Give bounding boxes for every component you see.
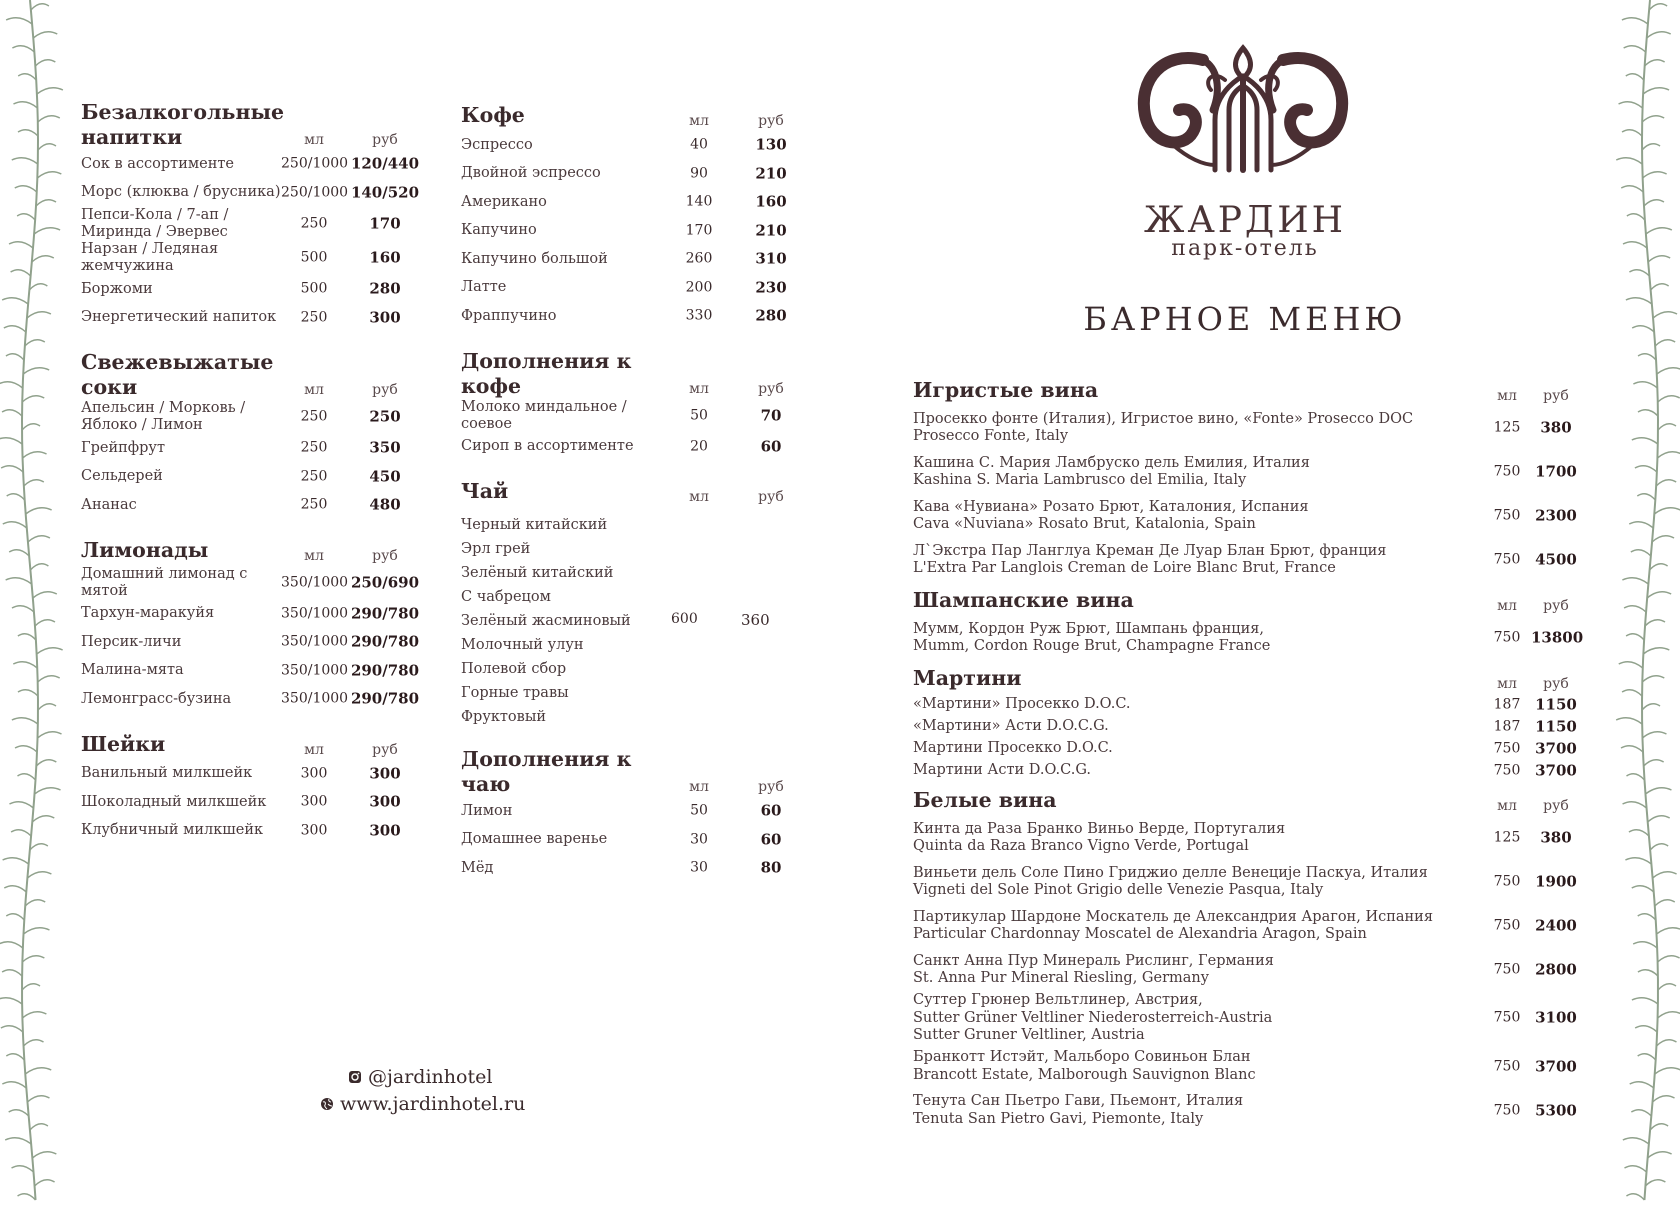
- item-volume: 187: [1493, 718, 1521, 735]
- menu-item: [461, 302, 801, 331]
- menu-item: [81, 150, 426, 179]
- item-price: 170: [369, 214, 401, 233]
- item-price: 300: [369, 764, 401, 783]
- item-volume: 750: [1493, 629, 1521, 646]
- volume-header: мл: [689, 113, 709, 129]
- item-volume: 260: [685, 250, 713, 267]
- website-link[interactable]: www.jardinhotel.ru: [340, 1092, 526, 1115]
- item-name: Мумм, Кордон Руж Брют, Шампань франция, Mumm, Cordon Rouge Brut, Champagne France: [913, 620, 1271, 654]
- item-volume: 170: [685, 222, 713, 239]
- menu-item: [913, 450, 1577, 494]
- menu-item: [461, 160, 801, 189]
- item-price: 3100: [1535, 1008, 1577, 1027]
- price-header: руб: [372, 382, 398, 398]
- item-volume: 250: [300, 408, 328, 425]
- item-name: Ванильный милкшейк: [81, 765, 253, 782]
- price-header: руб: [1543, 676, 1569, 692]
- item-price: 3700: [1535, 761, 1577, 780]
- item-price: 1150: [1535, 695, 1577, 714]
- menu-section: [913, 378, 1577, 582]
- section-title: Белые вина: [913, 788, 1057, 812]
- item-name: Энергетический напиток: [81, 309, 277, 326]
- item-volume: 250: [300, 496, 328, 513]
- menu-item: [81, 657, 426, 686]
- item-name: Домашний лимонад с мятой: [81, 565, 248, 599]
- tea-list: [461, 513, 801, 729]
- item-volume: 250: [300, 439, 328, 456]
- item-name: Клубничный милкшейк: [81, 822, 264, 839]
- menu-item: [461, 217, 801, 246]
- menu-column-coffee-tea: [461, 103, 801, 901]
- item-price: 210: [755, 164, 787, 183]
- item-price: 290/780: [350, 632, 420, 651]
- menu-item: [81, 179, 426, 208]
- item-price: 1700: [1535, 462, 1577, 481]
- jardin-logo-emblem: [1133, 40, 1353, 180]
- menu-item: [461, 274, 801, 303]
- item-name: Эрл грей: [461, 540, 531, 557]
- item-name: Кинта да Раза Бранко Виньо Верде, Португалия Quinta da Raza Branco Vigno Verde, Portugal: [913, 820, 1286, 854]
- item-price: 450: [369, 467, 401, 486]
- item-price: 70: [760, 406, 782, 424]
- section-header: [913, 666, 1573, 694]
- instagram-handle[interactable]: @jardinhotel: [368, 1065, 493, 1088]
- menu-item: [913, 760, 1577, 782]
- tea-item: [461, 681, 801, 705]
- item-name: Лимон: [461, 802, 513, 819]
- price-header: руб: [758, 113, 784, 129]
- item-volume: 750: [1493, 1009, 1521, 1026]
- item-name: Виньети дель Соле Пино Гриджио делле Венеције Паскуа, Италия Vigneti del Sole Pinot Grigio delle Venezie Pasqua, Italy: [913, 864, 1428, 898]
- item-volume: 750: [1493, 507, 1521, 524]
- menu-item: [913, 716, 1577, 738]
- item-price: 5300: [1535, 1100, 1577, 1119]
- item-name: Эспрессо: [461, 136, 533, 153]
- item-name: Суттер Грюнер Вельтлинер, Австрия, Sutter Grüner Veltliner Niederosterreich-Austria Sutter Gruner Veltliner, Austria: [913, 992, 1273, 1043]
- section-header: [81, 350, 426, 400]
- item-name: Молоко миндальное / соевое: [461, 398, 627, 432]
- menu-item: [81, 241, 426, 275]
- menu-column-wines: [913, 378, 1584, 1139]
- item-name: Лемонграсс-бузина: [81, 690, 232, 707]
- item-price: 2300: [1535, 506, 1577, 525]
- section-header: [913, 788, 1573, 816]
- item-volume: 750: [1493, 961, 1521, 978]
- item-price: 2400: [1535, 916, 1577, 935]
- item-volume: 200: [685, 279, 713, 296]
- section-header: [81, 538, 426, 566]
- menu-item: [461, 433, 801, 462]
- tea-item: [461, 705, 801, 729]
- volume-header: мл: [304, 132, 324, 148]
- item-name: Малина-мята: [81, 662, 184, 679]
- brand-block: [1090, 200, 1400, 261]
- volume-header: мл: [1497, 676, 1517, 692]
- price-header: руб: [372, 547, 398, 564]
- item-volume: 250: [300, 468, 328, 485]
- item-price: 280: [755, 306, 787, 325]
- menu-item: [81, 760, 426, 789]
- menu-item: [81, 434, 426, 463]
- item-name: С чабрецом: [461, 588, 551, 605]
- item-price: 140/520: [350, 183, 420, 202]
- tea-item: [461, 537, 801, 561]
- item-volume: 500: [300, 249, 328, 266]
- menu-item: [461, 826, 801, 855]
- menu-item: [913, 538, 1577, 582]
- section-title: Кофе: [461, 103, 525, 127]
- item-price: 1900: [1535, 872, 1577, 891]
- item-price: 13800: [1531, 628, 1584, 647]
- item-price: 160: [369, 248, 401, 267]
- section-title: Дополнения к чаю: [461, 747, 632, 796]
- section-header: [913, 588, 1573, 616]
- item-price: 210: [755, 221, 787, 240]
- item-price: 130: [755, 135, 787, 154]
- volume-header: мл: [1497, 798, 1517, 814]
- menu-section: [913, 666, 1577, 782]
- item-name: Тенута Сан Пьетро Гави, Пьемонт, Италия Tenuta San Pietro Gavi, Piemonte, Italy: [913, 1093, 1244, 1127]
- item-name: «Мартини» Просекко D.O.C.: [913, 696, 1131, 713]
- item-name: Сок в ассортименте: [81, 155, 234, 172]
- menu-item: [81, 491, 426, 520]
- menu-item: [913, 494, 1577, 538]
- item-volume: 750: [1493, 1057, 1521, 1074]
- item-volume: 750: [1493, 463, 1521, 480]
- price-header: руб: [758, 779, 784, 795]
- item-name: Кава «Нувиана» Розато Брют, Каталония, Испания Cava «Nuviana» Rosato Brut, Katalonia, Spain: [913, 498, 1309, 532]
- item-volume: 250/1000: [281, 155, 349, 172]
- price-header: руб: [1543, 798, 1569, 814]
- item-price: 280: [369, 279, 401, 298]
- menu-item: [913, 694, 1577, 716]
- item-price: 250: [369, 407, 401, 426]
- item-name: Капучино большой: [461, 250, 608, 267]
- item-price: 230: [755, 278, 787, 297]
- item-name: Санкт Анна Пур Минераль Рислинг, Германия St. Anna Pur Mineral Riesling, Germany: [913, 952, 1274, 986]
- volume-header: мл: [304, 382, 324, 398]
- item-name: Нарзан / Ледяная жемчужина: [81, 241, 219, 274]
- vine-border-right: [1610, 0, 1680, 1211]
- item-name: Мёд: [461, 859, 494, 876]
- item-name: Мартини Просекко D.O.C.: [913, 740, 1113, 757]
- item-volume: 350/1000: [281, 574, 349, 590]
- section-header: [913, 378, 1573, 406]
- menu-item: [913, 904, 1577, 948]
- item-name: Горные травы: [461, 684, 569, 701]
- section-title: Чай: [461, 479, 509, 503]
- item-name: Латте: [461, 279, 507, 296]
- menu-item: [81, 400, 426, 434]
- item-price: 300: [369, 792, 401, 811]
- item-volume: 30: [690, 831, 708, 848]
- item-volume: 750: [1493, 917, 1521, 934]
- item-volume: 750: [1493, 740, 1521, 757]
- menu-item: [913, 406, 1573, 450]
- item-name: Капучино: [461, 222, 537, 239]
- tea-volume: 600: [671, 611, 698, 627]
- menu-section: [81, 732, 426, 846]
- item-name: Боржоми: [81, 280, 153, 297]
- tea-item: [461, 657, 801, 681]
- item-price: 480: [369, 495, 401, 514]
- item-volume: 300: [300, 822, 328, 839]
- item-name: Полевой сбор: [461, 660, 567, 677]
- price-header: руб: [1543, 598, 1569, 614]
- section-title: Мартини: [913, 666, 1022, 690]
- item-volume: 350/1000: [281, 605, 349, 622]
- item-name: Апельсин / Морковь / Яблоко / Лимон: [81, 400, 246, 433]
- item-price: 4500: [1535, 550, 1577, 569]
- volume-header: мл: [1497, 598, 1517, 614]
- item-volume: 350/1000: [281, 633, 349, 650]
- menu-item: [913, 738, 1577, 760]
- menu-item: [81, 685, 426, 714]
- item-volume: 750: [1493, 1101, 1521, 1118]
- menu-item: [461, 399, 801, 433]
- item-price: 80: [760, 858, 782, 877]
- item-volume: 330: [685, 307, 713, 324]
- item-price: 300: [369, 821, 401, 840]
- item-name: Американо: [461, 193, 547, 210]
- menu-section: [913, 788, 1577, 1133]
- section-header: [461, 479, 801, 507]
- menu-section: [461, 103, 801, 331]
- item-name: «Мартини» Асти D.O.C.G.: [913, 718, 1109, 735]
- item-volume: 350/1000: [281, 690, 349, 707]
- menu-item: [913, 948, 1577, 992]
- item-price: 300: [369, 308, 401, 327]
- menu-item: [81, 817, 426, 846]
- item-name: Тархун-маракуйя: [81, 605, 215, 622]
- item-name: Черный китайский: [461, 516, 608, 533]
- tea-item: [461, 585, 801, 609]
- price-header: руб: [758, 380, 784, 397]
- section-title: Игристые вина: [913, 378, 1099, 402]
- volume-header: мл: [304, 741, 324, 758]
- item-name: Морс (клюква / брусника): [81, 184, 281, 201]
- tea-price: 360: [741, 611, 770, 629]
- item-volume: 300: [300, 765, 328, 782]
- section-title: Шейки: [81, 731, 166, 756]
- menu-section: [81, 538, 426, 714]
- item-price: 60: [760, 801, 782, 820]
- tea-item: [461, 633, 801, 657]
- item-price: 380: [1540, 828, 1572, 847]
- item-name: Шоколадный милкшейк: [81, 793, 267, 810]
- item-volume: 140: [685, 193, 713, 210]
- item-name: Мартини Асти D.O.C.G.: [913, 762, 1092, 779]
- menu-item: [461, 854, 801, 883]
- item-volume: 125: [1493, 419, 1521, 436]
- item-name: Ананас: [81, 496, 137, 513]
- item-price: 290/780: [350, 604, 420, 623]
- item-name: Персик-личи: [81, 633, 182, 650]
- menu-section-tea: [461, 479, 801, 729]
- globe-icon: [320, 1097, 334, 1111]
- menu-column-soft-drinks: [81, 100, 426, 863]
- menu-item: [913, 816, 1573, 860]
- item-price: 310: [755, 249, 787, 268]
- menu-item: [913, 992, 1577, 1045]
- item-price: 60: [760, 437, 782, 456]
- volume-header: мл: [304, 547, 324, 564]
- vine-border-left: [0, 0, 70, 1211]
- brand-name: ЖАРДИН: [1144, 200, 1346, 241]
- brand-subtitle: парк-отель: [1171, 236, 1319, 261]
- item-volume: 750: [1493, 762, 1521, 779]
- item-price: 290/780: [350, 661, 420, 680]
- item-price: 60: [760, 830, 782, 849]
- item-volume: 300: [300, 793, 328, 810]
- price-header: руб: [758, 489, 784, 505]
- item-name: Зелёный жасминовый: [461, 612, 631, 629]
- section-header: [461, 103, 801, 131]
- menu-item: [461, 131, 801, 160]
- item-volume: 90: [690, 165, 708, 182]
- section-title: Лимонады: [81, 537, 209, 562]
- item-name: Грейпфрут: [81, 439, 165, 456]
- item-name: Пепси-Кола / 7-ап / Миринда / Эвервес: [81, 207, 229, 240]
- price-header: руб: [1543, 388, 1569, 404]
- menu-item: [461, 797, 801, 826]
- item-name: Сельдерей: [81, 468, 163, 485]
- contacts: [320, 1063, 525, 1117]
- section-header: [81, 732, 426, 760]
- item-volume: 187: [1493, 696, 1521, 713]
- section-title: Дополнения к кофе: [461, 348, 632, 398]
- section-title: Безалкогольные напитки: [81, 100, 285, 149]
- section-title: Шампанские вина: [913, 588, 1134, 612]
- item-name: Сироп в ассортименте: [461, 438, 634, 455]
- menu-item: [913, 1089, 1577, 1133]
- menu-item: [81, 788, 426, 817]
- price-header: руб: [372, 132, 398, 148]
- item-volume: 250: [300, 309, 328, 326]
- item-price: 3700: [1535, 1056, 1577, 1075]
- item-volume: 250: [300, 215, 328, 232]
- menu-item: [81, 600, 426, 629]
- item-volume: 125: [1493, 829, 1521, 846]
- menu-item: [913, 860, 1577, 904]
- item-volume: 50: [690, 802, 708, 819]
- item-price: 290/780: [350, 689, 420, 708]
- menu-item: [81, 304, 426, 333]
- section-header: [461, 747, 801, 797]
- item-volume: 30: [690, 859, 708, 876]
- item-name: Молочный улун: [461, 636, 584, 653]
- tea-item: [461, 561, 801, 585]
- item-volume: 750: [1493, 551, 1521, 568]
- menu-item: [81, 275, 426, 304]
- item-name: Л`Экстра Пар Ланглуа Креман Де Луар Блан Брют, франция L'Extra Par Langlois Creman de Loire Blanc Brut, France: [913, 542, 1387, 576]
- item-volume: 20: [690, 438, 708, 455]
- menu-item: [81, 207, 426, 241]
- item-price: 160: [755, 192, 787, 211]
- item-volume: 750: [1493, 873, 1521, 890]
- item-price: 250/690: [350, 573, 420, 591]
- instagram-icon: [348, 1070, 362, 1084]
- item-price: 120/440: [350, 154, 420, 173]
- item-price: 1150: [1535, 717, 1577, 736]
- item-volume: 350/1000: [281, 662, 349, 679]
- item-volume: 50: [690, 407, 708, 423]
- item-name: Домашнее варенье: [461, 831, 608, 848]
- menu-section: [461, 747, 801, 883]
- volume-header: мл: [689, 380, 709, 397]
- item-price: 2800: [1535, 960, 1577, 979]
- menu-item: [913, 616, 1584, 660]
- item-volume: 250/1000: [281, 184, 349, 201]
- item-volume: 40: [690, 136, 708, 153]
- item-name: Просекко фонте (Италия), Игристое вино, «Fonte» Prosecco DOC Prosecco Fonte, Italy: [913, 410, 1414, 444]
- volume-header: мл: [689, 489, 709, 505]
- section-title: Свежевыжатые соки: [81, 350, 274, 399]
- price-header: руб: [372, 741, 398, 758]
- instagram-line[interactable]: [348, 1063, 525, 1090]
- item-name: Двойной эспрессо: [461, 165, 601, 182]
- menu-section: [461, 349, 801, 462]
- menu-section: [913, 588, 1584, 660]
- menu-item: [913, 1045, 1577, 1089]
- tea-item: [461, 513, 801, 537]
- item-name: Бранкотт Истэйт, Мальборо Совиньон Блан Brancott Estate, Malborough Sauvignon Blanc: [913, 1049, 1256, 1083]
- item-price: 3700: [1535, 739, 1577, 758]
- item-name: Кашина С. Мария Ламбруско дель Емилия, Италия Kashina S. Maria Lambrusco del Emilia, Italy: [913, 454, 1310, 488]
- section-header: [461, 349, 801, 399]
- menu-section: [81, 100, 426, 332]
- menu-item: [81, 628, 426, 657]
- menu-title: БАРНОЕ МЕНЮ: [1083, 300, 1407, 338]
- item-volume: 500: [300, 280, 328, 297]
- item-name: Фруктовый: [461, 708, 547, 725]
- item-price: 380: [1540, 418, 1572, 437]
- menu-item: [81, 463, 426, 492]
- item-price: 350: [369, 438, 401, 457]
- item-name: Зелёный китайский: [461, 564, 614, 581]
- item-name: Партикулар Шардоне Москатель де Александрия Арагон, Испания Particular Chardonnay Moscatel de Alexandria Aragon, Spain: [913, 908, 1433, 942]
- website-line[interactable]: [320, 1090, 525, 1117]
- menu-section: [81, 350, 426, 520]
- menu-item: [461, 245, 801, 274]
- menu-item: [461, 188, 801, 217]
- item-name: Фраппучино: [461, 307, 557, 324]
- volume-header: мл: [689, 779, 709, 795]
- menu-item: [81, 566, 426, 600]
- section-header: [81, 100, 426, 150]
- volume-header: мл: [1497, 388, 1517, 404]
